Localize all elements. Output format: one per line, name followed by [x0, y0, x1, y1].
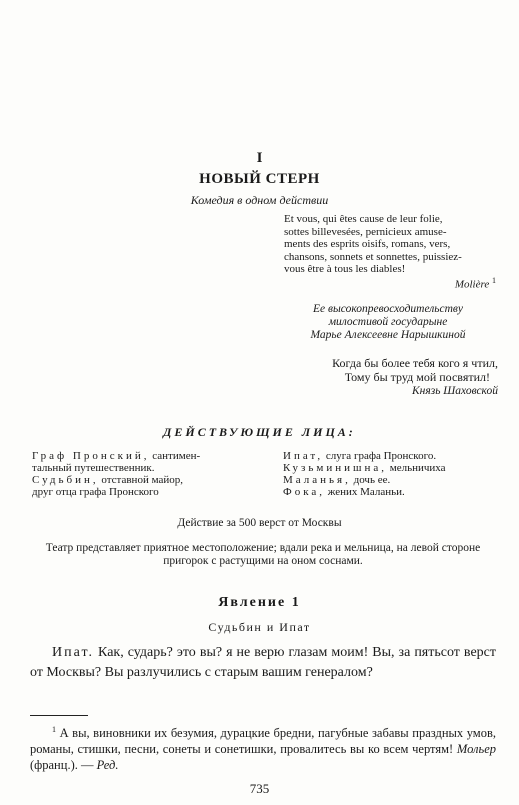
character-entry [283, 450, 498, 462]
epigraph-line: Et vous, qui êtes cause de leur folie, [284, 213, 443, 225]
part-number: I [256, 150, 263, 166]
character-desc: дочь ее. [350, 474, 391, 486]
characters-right-column [283, 450, 498, 498]
character-desc: друг отца графа Пронского [32, 486, 159, 498]
stage-direction: Театр представляет приятное местоположение; вдали река и мельница, на левой стороне пригорок с растущими на оном соснами. [45, 542, 481, 567]
footnote-text: А вы, виновники их безумия, дурацкие бредни, пагубные забавы праздных умов, романы, стишки, песни, сонеты и сонетишки, провалитесь вы ко всем чертям! [30, 726, 496, 757]
epigraph-line: ments des esprits oisifs, romans, vers, [284, 238, 451, 250]
play-subtitle: Комедия в одном действии [190, 193, 329, 207]
dedication [278, 303, 498, 342]
footnote-editor: Ред. [96, 758, 119, 773]
footnote-divider [30, 715, 88, 716]
character-desc: мельничиха [386, 462, 446, 474]
dedication-line: Марье Алексеевне Нарышкиной [310, 329, 466, 341]
epigraph [284, 213, 496, 276]
speech-text: Как, сударь? это вы? я не верю глазам моим! Вы, за пятьсот верст от Москвы? Вы разлучились с старым вашим генералом? [30, 645, 496, 680]
dedication-line: Ее высокопревосходительству [312, 303, 464, 315]
character-entry [32, 462, 262, 474]
character-desc: отставной майор, [98, 474, 183, 486]
page-number: 735 [249, 781, 270, 796]
footnote-source-note: (франц.). — [30, 758, 94, 773]
epigraph-line: chansons, sonnets et sonnettes, puissiez- [284, 250, 462, 263]
character-entry [32, 474, 262, 486]
character-name: Судьбин, [32, 474, 99, 486]
character-name: Ипат, [283, 450, 324, 462]
character-entry [32, 486, 262, 498]
scene-title: Явление 1 [218, 595, 301, 610]
verse-line: Когда бы более тебя кого я чтил, [332, 356, 498, 370]
character-entry [283, 462, 498, 474]
character-name: Фока, [283, 486, 326, 498]
character-entry [283, 474, 498, 486]
characters-left-column [32, 450, 262, 498]
scene-characters: Судьбин и Ипат [208, 620, 311, 634]
verse-author: Князь Шаховской [412, 385, 498, 397]
characters-heading: ДЕЙСТВУЮЩИЕ ЛИЦА: [163, 425, 356, 439]
character-name: Граф Пронский, [32, 450, 150, 462]
footnote-number: 1 [52, 725, 56, 734]
character-desc: слуга графа Пронского. [323, 450, 437, 462]
footnote-source: Мольер [456, 742, 496, 757]
character-desc: жених Маланьи. [325, 486, 405, 498]
character-name: Кузьминишна, [283, 462, 387, 474]
dialogue-paragraph [30, 643, 496, 683]
character-entry [32, 450, 262, 462]
dedication-line: милостивой государыне [328, 316, 448, 328]
epigraph-author-name: Molière [454, 278, 490, 291]
verse-epigraph [278, 356, 498, 384]
character-desc: тальный путешественник. [32, 462, 155, 474]
character-entry [283, 486, 498, 498]
footnote-marker: 1 [492, 276, 496, 285]
footnote [30, 722, 496, 773]
character-desc: сантимен- [149, 450, 201, 462]
setting-line: Действие за 500 верст от Москвы [177, 517, 342, 529]
verse-line: Тому бы труд мой посвятил! [344, 370, 490, 384]
epigraph-author [284, 276, 496, 291]
character-name: Маланья, [283, 474, 351, 486]
speaker-name: Ипат. [52, 645, 95, 660]
play-title: НОВЫЙ СТЕРН [199, 171, 320, 187]
epigraph-line: sottes billevesées, pernicieux amuse- [284, 225, 447, 238]
epigraph-line: vous être à tous les diables! [284, 263, 406, 275]
